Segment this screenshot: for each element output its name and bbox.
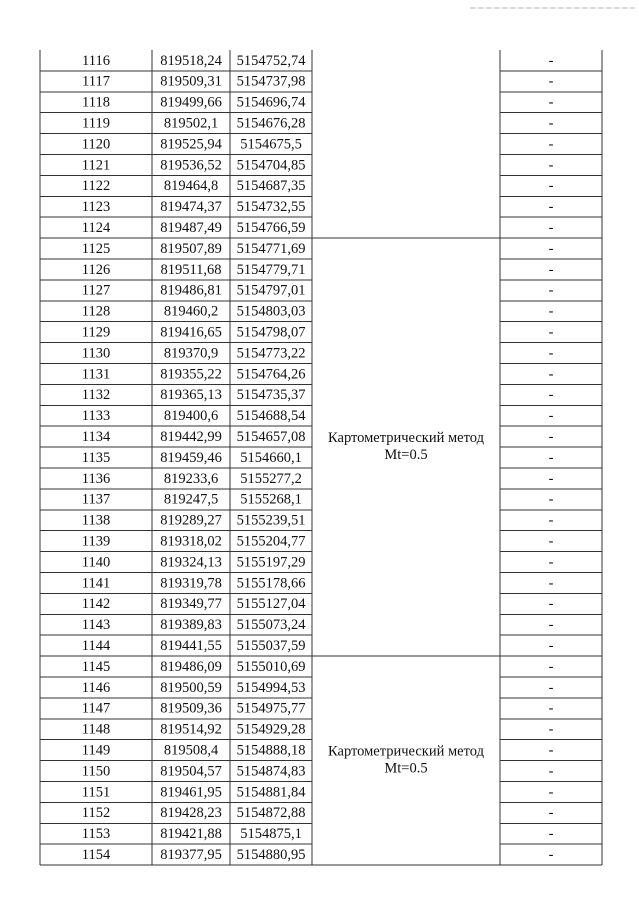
- x-coordinate-cell: 819428,23: [160, 805, 222, 822]
- y-coordinate-cell: 5154874,83: [236, 763, 306, 780]
- x-coordinate-cell: 819508,4: [163, 742, 219, 759]
- dash-cell: -: [548, 575, 554, 592]
- point-number-cell: 1142: [81, 596, 111, 613]
- point-number-cell: 1135: [81, 449, 111, 466]
- x-coordinate-cell: 819459,46: [160, 449, 222, 466]
- dash-cell: -: [548, 554, 554, 571]
- point-number-cell: 1139: [81, 533, 111, 550]
- x-coordinate-cell: 819416,65: [160, 324, 222, 341]
- method-label: Mt=0.5: [384, 760, 428, 777]
- dash-cell: -: [548, 52, 554, 69]
- point-number-cell: 1138: [81, 512, 111, 529]
- x-coordinate-cell: 819518,24: [160, 52, 222, 69]
- y-coordinate-cell: 5155127,04: [236, 596, 306, 613]
- dash-cell: -: [548, 742, 554, 759]
- dash-cell: -: [548, 157, 554, 174]
- dash-cell: -: [548, 512, 554, 529]
- dash-cell: -: [548, 533, 554, 550]
- dash-cell: -: [548, 219, 554, 236]
- y-coordinate-cell: 5154696,74: [236, 94, 306, 111]
- x-coordinate-cell: 819442,99: [160, 428, 222, 445]
- x-coordinate-cell: 819324,13: [160, 554, 222, 571]
- point-number-cell: 1151: [81, 784, 111, 801]
- dash-cell: -: [548, 387, 554, 404]
- point-number-cell: 1120: [81, 136, 111, 153]
- dash-cell: -: [548, 763, 554, 780]
- dash-cell: -: [548, 637, 554, 654]
- method-label: Mt=0.5: [384, 446, 428, 463]
- dash-cell: -: [548, 596, 554, 613]
- x-coordinate-cell: 819349,77: [160, 596, 222, 613]
- x-coordinate-cell: 819536,52: [160, 157, 222, 174]
- point-number-cell: 1141: [81, 575, 111, 592]
- x-coordinate-cell: 819507,89: [160, 240, 222, 257]
- point-number-cell: 1146: [81, 679, 111, 696]
- point-number-cell: 1116: [82, 52, 110, 69]
- point-number-cell: 1132: [81, 387, 111, 404]
- dash-cell: -: [548, 721, 554, 738]
- dash-cell: -: [548, 324, 554, 341]
- point-number-cell: 1131: [81, 366, 111, 383]
- x-coordinate-cell: 819514,92: [160, 721, 222, 738]
- y-coordinate-cell: 5154779,71: [236, 261, 306, 278]
- x-coordinate-cell: 819460,2: [163, 303, 219, 320]
- point-number-cell: 1144: [81, 637, 111, 654]
- y-coordinate-cell: 5155239,51: [236, 512, 306, 529]
- dash-cell: -: [548, 805, 554, 822]
- y-coordinate-cell: 5155073,24: [236, 617, 306, 634]
- dash-cell: -: [548, 115, 554, 132]
- dash-cell: -: [548, 470, 554, 487]
- y-coordinate-cell: 5154737,98: [236, 73, 306, 90]
- y-coordinate-cell: 5154688,54: [236, 408, 306, 425]
- dash-cell: -: [548, 240, 554, 257]
- y-coordinate-cell: 5154975,77: [236, 700, 306, 717]
- dash-cell: -: [548, 345, 554, 362]
- y-coordinate-cell: 5154687,35: [236, 178, 306, 195]
- point-number-cell: 1127: [81, 282, 111, 299]
- y-coordinate-cell: 5154675,5: [240, 136, 302, 153]
- dash-cell: -: [548, 784, 554, 801]
- x-coordinate-cell: 819502,1: [163, 115, 219, 132]
- y-coordinate-cell: 5154752,74: [236, 52, 306, 69]
- dash-cell: -: [548, 491, 554, 508]
- y-coordinate-cell: 5155197,29: [236, 554, 306, 571]
- point-number-cell: 1117: [82, 73, 110, 90]
- y-coordinate-cell: 5154929,28: [236, 721, 306, 738]
- method-label: Картометрический метод: [328, 743, 484, 760]
- y-coordinate-cell: 5154660,1: [240, 449, 302, 466]
- point-number-cell: 1123: [81, 199, 111, 216]
- x-coordinate-cell: 819486,09: [160, 658, 222, 675]
- x-coordinate-cell: 819421,88: [160, 826, 222, 843]
- point-number-cell: 1122: [81, 178, 111, 195]
- dash-cell: -: [548, 303, 554, 320]
- point-number-cell: 1126: [81, 261, 111, 278]
- dash-cell: -: [548, 679, 554, 696]
- point-number-cell: 1124: [81, 219, 111, 236]
- point-number-cell: 1137: [81, 491, 111, 508]
- y-coordinate-cell: 5154732,55: [236, 199, 306, 216]
- y-coordinate-cell: 5155204,77: [236, 533, 306, 550]
- point-number-cell: 1145: [81, 658, 111, 675]
- point-number-cell: 1149: [81, 742, 111, 759]
- dash-cell: -: [548, 136, 554, 153]
- y-coordinate-cell: 5155037,59: [236, 637, 306, 654]
- y-coordinate-cell: 5154764,26: [236, 366, 306, 383]
- dash-cell: -: [548, 73, 554, 90]
- y-coordinate-cell: 5154797,01: [236, 282, 306, 299]
- dash-cell: -: [548, 449, 554, 466]
- x-coordinate-cell: 819370,9: [163, 345, 219, 362]
- dash-cell: -: [548, 94, 554, 111]
- y-coordinate-cell: 5154704,85: [236, 157, 306, 174]
- point-number-cell: 1143: [81, 617, 111, 634]
- x-coordinate-cell: 819504,57: [160, 763, 222, 780]
- x-coordinate-cell: 819461,95: [160, 784, 222, 801]
- x-coordinate-cell: 819511,68: [160, 261, 222, 278]
- y-coordinate-cell: 5154880,95: [236, 846, 306, 863]
- y-coordinate-cell: 5154875,1: [240, 826, 302, 843]
- x-coordinate-cell: 819318,02: [160, 533, 222, 550]
- x-coordinate-cell: 819319,78: [160, 575, 222, 592]
- x-coordinate-cell: 819441,55: [160, 637, 222, 654]
- y-coordinate-cell: 5154771,69: [236, 240, 306, 257]
- y-coordinate-cell: 5154872,88: [236, 805, 306, 822]
- dash-cell: -: [548, 366, 554, 383]
- point-number-cell: 1148: [81, 721, 111, 738]
- y-coordinate-cell: 5154881,84: [236, 784, 306, 801]
- x-coordinate-cell: 819400,6: [163, 408, 219, 425]
- x-coordinate-cell: 819525,94: [160, 136, 222, 153]
- y-coordinate-cell: 5154735,37: [236, 387, 306, 404]
- point-number-cell: 1119: [82, 115, 110, 132]
- y-coordinate-cell: 5154798,07: [236, 324, 306, 341]
- dash-cell: -: [548, 826, 554, 843]
- y-coordinate-cell: 5155010,69: [236, 658, 306, 675]
- x-coordinate-cell: 819499,66: [160, 94, 222, 111]
- dash-cell: -: [548, 658, 554, 675]
- dash-cell: -: [548, 408, 554, 425]
- x-coordinate-cell: 819500,59: [160, 679, 222, 696]
- point-number-cell: 1147: [81, 700, 111, 717]
- method-label: Картометрический метод: [328, 429, 484, 446]
- x-coordinate-cell: 819487,49: [160, 219, 222, 236]
- x-coordinate-cell: 819464,8: [163, 178, 219, 195]
- point-number-cell: 1128: [81, 303, 111, 320]
- dash-cell: -: [548, 261, 554, 278]
- point-number-cell: 1125: [81, 240, 111, 257]
- y-coordinate-cell: 5154773,22: [236, 345, 306, 362]
- y-coordinate-cell: 5154803,03: [236, 303, 306, 320]
- x-coordinate-cell: 819247,5: [163, 491, 219, 508]
- y-coordinate-cell: 5154766,59: [236, 219, 306, 236]
- y-coordinate-cell: 5155178,66: [236, 575, 306, 592]
- y-coordinate-cell: 5155277,2: [240, 470, 302, 487]
- point-number-cell: 1121: [81, 157, 111, 174]
- point-number-cell: 1140: [81, 554, 111, 571]
- x-coordinate-cell: 819233,6: [163, 470, 219, 487]
- x-coordinate-cell: 819486,81: [160, 282, 222, 299]
- x-coordinate-cell: 819377,95: [160, 846, 222, 863]
- x-coordinate-cell: 819474,37: [160, 199, 222, 216]
- x-coordinate-cell: 819509,31: [160, 73, 222, 90]
- point-number-cell: 1118: [82, 94, 110, 111]
- dash-cell: -: [548, 282, 554, 299]
- x-coordinate-cell: 819365,13: [160, 387, 222, 404]
- y-coordinate-cell: 5155268,1: [240, 491, 302, 508]
- y-coordinate-cell: 5154657,08: [236, 428, 306, 445]
- point-number-cell: 1129: [81, 324, 111, 341]
- x-coordinate-cell: 819289,27: [160, 512, 222, 529]
- x-coordinate-cell: 819509,36: [160, 700, 222, 717]
- point-number-cell: 1154: [81, 846, 111, 863]
- dash-cell: -: [548, 617, 554, 634]
- y-coordinate-cell: 5154994,53: [236, 679, 306, 696]
- point-number-cell: 1153: [81, 826, 111, 843]
- x-coordinate-cell: 819389,83: [160, 617, 222, 634]
- point-number-cell: 1133: [81, 408, 111, 425]
- y-coordinate-cell: 5154676,28: [236, 115, 306, 132]
- dash-cell: -: [548, 846, 554, 863]
- point-number-cell: 1130: [81, 345, 111, 362]
- dash-cell: -: [548, 428, 554, 445]
- dash-cell: -: [548, 178, 554, 195]
- point-number-cell: 1134: [81, 428, 111, 445]
- dash-cell: -: [548, 700, 554, 717]
- point-number-cell: 1150: [81, 763, 111, 780]
- dash-cell: -: [548, 199, 554, 216]
- y-coordinate-cell: 5154888,18: [236, 742, 306, 759]
- point-number-cell: 1152: [81, 805, 111, 822]
- point-number-cell: 1136: [81, 470, 111, 487]
- x-coordinate-cell: 819355,22: [160, 366, 222, 383]
